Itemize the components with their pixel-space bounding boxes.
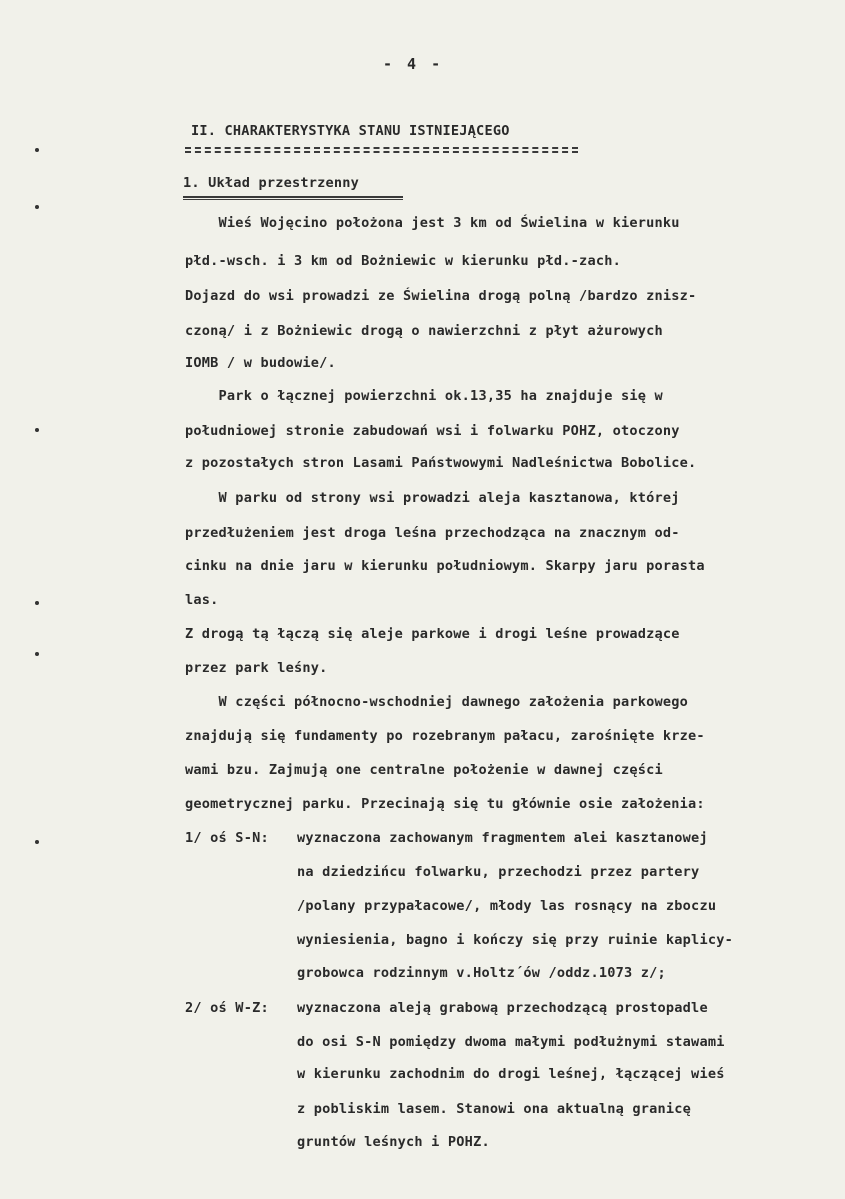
- list-item-line: grobowca rodzinnym v.Holtz´ów /oddz.1073 z/;: [297, 965, 666, 981]
- list-item-line: do osi S-N pomiędzy dwoma małymi podłużnymi stawami: [297, 1034, 725, 1050]
- list-item-line: gruntów leśnych i POHZ.: [297, 1134, 490, 1150]
- punch-mark: [35, 601, 39, 605]
- text-line: Z drogą tą łączą się aleje parkowe i drogi leśne prowadzące: [185, 626, 680, 642]
- text-line: Wieś Wojęcino położona jest 3 km od Świelina w kierunku: [185, 215, 680, 231]
- text-line: las.: [185, 592, 219, 608]
- list-item-line: na dziedzińcu folwarku, przechodzi przez partery: [297, 864, 700, 880]
- list-item-line: z pobliskim lasem. Stanowi ona aktualną granicę: [297, 1101, 692, 1117]
- text-line: wami bzu. Zajmują one centralne położenie w dawnej części: [185, 762, 663, 778]
- list-item-line: /polany przypałacowe/, młody las rosnący na zboczu: [297, 898, 717, 914]
- text-line: znajdują się fundamenty po rozebranym pałacu, zarośnięte krze-: [185, 728, 705, 744]
- text-line: geometrycznej parku. Przecinają się tu głównie osie założenia:: [185, 796, 705, 812]
- punch-mark: [35, 840, 39, 844]
- section-title-underline: [185, 147, 578, 153]
- list-item-line: wyznaczona zachowanym fragmentem alei kasztanowej: [297, 830, 708, 846]
- punch-mark: [35, 205, 39, 209]
- list-item-line: wyznaczona aleją grabową przechodzącą prostopadle: [297, 1000, 708, 1016]
- list-item-line: wyniesienia, bagno i kończy się przy ruinie kaplicy-: [297, 932, 733, 948]
- list-item-number: 2/ oś W-Z:: [185, 1000, 269, 1016]
- text-line: południowej stronie zabudowań wsi i folwarku POHZ, otoczony: [185, 423, 680, 439]
- page-number: - 4 -: [383, 55, 444, 73]
- text-line: Dojazd do wsi prowadzi ze Świelina drogą polną /bardzo znisz-: [185, 288, 697, 304]
- punch-mark: [35, 428, 39, 432]
- section-title: II. CHARAKTERYSTYKA STANU ISTNIEJĄCEGO: [191, 123, 510, 139]
- text-line: płd.-wsch. i 3 km od Bożniewic w kierunku płd.-zach.: [185, 253, 621, 269]
- punch-mark: [35, 652, 39, 656]
- text-line: przedłużeniem jest droga leśna przechodząca na znacznym od-: [185, 525, 680, 541]
- text-line: cinku na dnie jaru w kierunku południowym. Skarpy jaru porasta: [185, 558, 705, 574]
- list-item-number: 1/ oś S-N:: [185, 830, 269, 846]
- text-line: Park o łącznej powierzchni ok.13,35 ha znajduje się w: [185, 388, 663, 404]
- text-line: W parku od strony wsi prowadzi aleja kasztanowa, której: [185, 490, 680, 506]
- subsection-title: 1. Układ przestrzenny: [183, 175, 360, 191]
- text-line: przez park leśny.: [185, 660, 328, 676]
- list-item-line: w kierunku zachodnim do drogi leśnej, łączącej wieś: [297, 1066, 725, 1082]
- text-line: W części północno-wschodniej dawnego założenia parkowego: [185, 694, 689, 710]
- text-line: czoną/ i z Bożniewic drogą o nawierzchni z płyt ażurowych: [185, 323, 663, 339]
- text-line: IOMB / w budowie/.: [185, 355, 336, 371]
- subsection-title-underline: [183, 196, 403, 200]
- punch-mark: [35, 148, 39, 152]
- text-line: z pozostałych stron Lasami Państwowymi Nadleśnictwa Bobolice.: [185, 455, 697, 471]
